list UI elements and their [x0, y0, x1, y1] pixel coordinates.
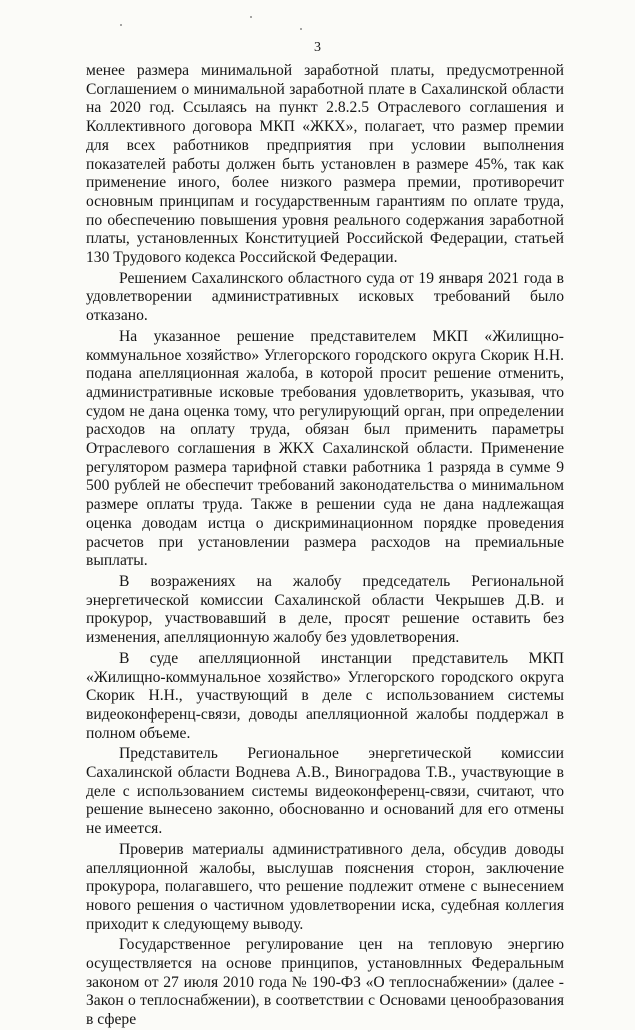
paragraph-appeal: На указанное решение представителем МКП «Жилищно-коммунальное хозяйство» Углегорского городского округа Скорик Н.Н. подана апелляционная жалоба, в которой просит решение отменить, административные исковые требования удовлетворить, указывая, что судом не дана оценка тому, что регулирующий орган, при определении расходов на оплату труда, обязан был применить параметры Отраслевого соглашения в ЖКХ Сахалинской области. Применение регулятором размера тарифной ставки работника 1 разряда в сумме 9 500 рублей не обеспечит требований законодательства о минимальном размере оплаты труда. Также в решении суда не дана надлежащая оценка доводам истца о дискриминационном порядке проведения расчетов при установлении размера расходов на премиальные выплаты.	[86, 327, 564, 570]
paragraph-commission-representative: Представитель Региональное энергетической комиссии Сахалинской области Воднева А.В., Виноградова Т.В., участвующие в деле с использованием системы видеоконференц-связи, считают, что решение вынесено законно, обоснованно и оснований для его отмены не имеется.	[86, 745, 564, 838]
paragraph-court-decision: Решением Сахалинского областного суда от 19 января 2021 года в удовлетворении административных исковых требований было отказано.	[86, 269, 564, 325]
scan-speck	[300, 28, 302, 30]
page-number: 3	[314, 40, 321, 55]
paragraph-objections: В возражениях на жалобу председатель Региональной энергетической комиссии Сахалинской области Чекрышев Д.В. и прокурор, участвовавший в деле, просят решение оставить без изменения, апелляционную жалобу без удовлетворения.	[86, 572, 564, 647]
paragraph-appellate-hearing: В суде апелляционной инстанции представитель МКП «Жилищно-коммунальное хозяйство» Углегорского городского округа Скорик Н.Н., участвующий в деле с использованием системы видеоконференц-связи, доводы апелляционной жалобы поддержал в полном объеме.	[86, 649, 564, 742]
paragraph-review: Проверив материалы административного дела, обсудив доводы апелляционной жалобы, выслушав пояснения сторон, заключение прокурора, полагавшего, что решение подлежит отмене с вынесением нового решения о частичном удовлетворении иска, судебная коллегия приходит к следующему выводу.	[86, 840, 564, 933]
paragraph-continuation: менее размера минимальной заработной платы, предусмотренной Соглашением о минимальной заработной плате в Сахалинской области на 2020 год. Ссылаясь на пункт 2.8.2.5 Отраслевого соглашения и Коллективного договора МКП «ЖКХ», полагает, что размер премии для всех работников предприятия при условии выполнения показателей работы должен быть установлен в размере 45%, так как применение иного, более низкого размера премии, противоречит основным принципам и государственным гарантиям по оплате труда, по обеспечению повышения уровня реального содержания заработной платы, установленных Конституцией Российской Федерации, статьей 130 Трудового кодекса Российской Федерации.	[86, 62, 564, 267]
paragraph-state-regulation: Государственное регулирование цен на тепловую энергию осуществляется на основе принципов, установлнных Федеральным законом от 27 июля 2010 года № 190-ФЗ «О теплоснабжении» (далее - Закон о теплоснабжении), в соответствии с Основами ценообразования в сфере	[86, 936, 564, 1029]
document-body	[86, 62, 564, 1030]
scan-speck	[250, 16, 252, 18]
scan-speck	[120, 24, 122, 26]
